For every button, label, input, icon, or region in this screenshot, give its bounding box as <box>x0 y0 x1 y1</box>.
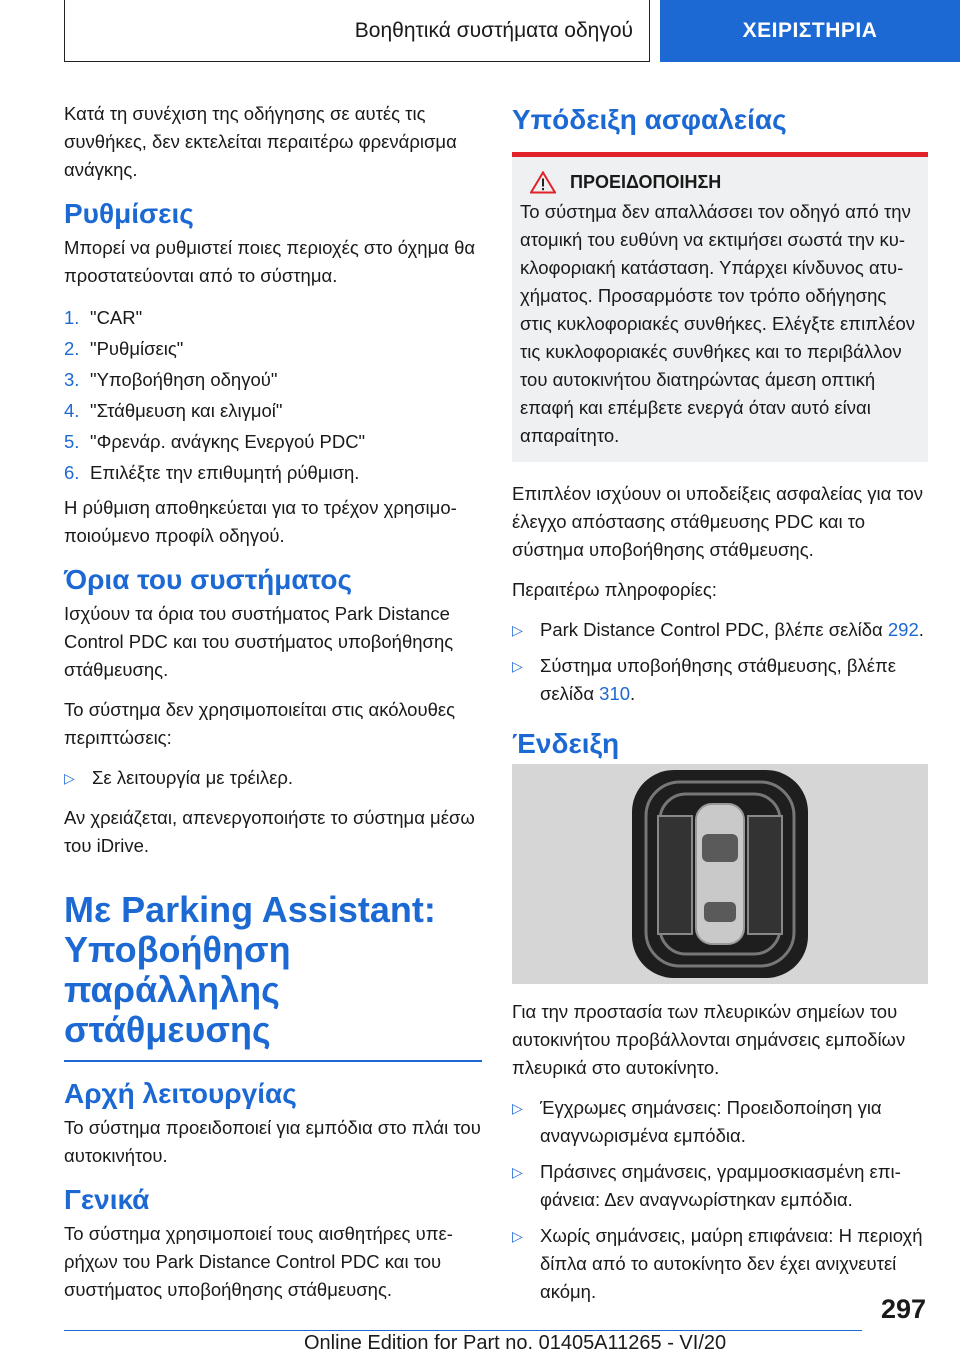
main-heading: Με Parking Assistant: Υποβοήθηση παράλληλης στάθμευσης <box>64 889 436 1050</box>
list-item: ▷ Σύστημα υποβοήθησης στάθμευσης, βλέπε σελίδα 310. <box>512 652 928 708</box>
edition-footer: Online Edition for Part no. 01405A11265 - VI/20 <box>304 1332 727 1354</box>
heading-divider <box>64 1060 482 1062</box>
page-link[interactable]: 310 <box>599 683 631 704</box>
limits-list <box>64 764 484 792</box>
principle-paragraph: Το σύστημα προειδοποιεί για εμπόδια στο πλάι του αυτοκινήτου. <box>64 1116 481 1166</box>
warning-triangle-icon <box>530 171 556 194</box>
list-item: 5. "Φρενάρ. ανάγκης Ενεργού PDC" <box>64 431 366 452</box>
list-item: ▷ Χωρίς σημάνσεις, μαύρη επιφάνεια: Η περιοχή δίπλα από το αυτοκίνητο δεν έχει ανιχνευτεί ακόμη. <box>512 1222 928 1306</box>
safety-heading: Υπόδειξη ασφαλείας <box>512 104 787 135</box>
triangle-bullet-icon: ▷ <box>512 1100 523 1116</box>
page-number: 297 <box>880 1294 926 1324</box>
left-column <box>64 100 484 1316</box>
list-item: 6. Επιλέξτε την επιθυμητή ρύθμιση. <box>64 462 360 483</box>
more-info-label: Περαιτέρω πληροφορίες: <box>512 579 717 600</box>
parking-display-image <box>512 764 928 984</box>
right-column <box>512 100 928 1318</box>
car-top-view-icon <box>512 764 928 984</box>
list-item: ▷ Σε λειτουργία με τρέιλερ. <box>64 764 484 792</box>
settings-steps <box>64 302 484 488</box>
triangle-bullet-icon: ▷ <box>512 1228 523 1244</box>
warning-box <box>512 157 928 462</box>
display-heading: Ένδειξη <box>512 728 620 759</box>
reference-list <box>512 616 928 708</box>
limits-heading: Όρια του συστήματος <box>64 564 353 595</box>
triangle-bullet-icon: ▷ <box>512 658 523 674</box>
settings-heading: Ρυθμίσεις <box>64 198 194 229</box>
intro-paragraph: Κατά τη συνέχιση της οδήγησης σε αυτές τις συνθήκες, δεν εκτελείται περαιτέρω φρενάρισμα ανάγκης. <box>64 103 457 180</box>
extra-paragraph: Επιπλέον ισχύουν οι υποδείξεις ασφαλείας για τον έλεγχο απόστασης στάθμευσης PDC και το σύστημα υποβοήθησης στάθμευσης. <box>512 483 924 560</box>
warning-text: Το σύστημα δεν απαλλάσσει τον οδηγό από την ατομική του ευθύνη να εκτιμήσει σωστά την κυκλοφοριακή κατάσταση. Υπάρχει κίνδυνος ατυχήματος. Προσαρμόστε τον τρόπο οδήγησης στις κυκλοφοριακές συνθήκες. Ελέγξτε επιπλέον τις κυκλοφοριακές συνθήκες και το περιβάλλον του αυτοκινήτου διατηρώντας άμεση οπτική επαφή και επέμβετε ενεργά όταν αυτό είναι απαραίτητο. <box>520 201 915 446</box>
list-item: ▷ Πράσινες σημάνσεις, γραμμοσκιασμένη επιφάνεια: Δεν αναγνωρίστηκαν εμπόδια. <box>512 1158 928 1214</box>
warning-label: ΠΡΟΕΙΔΟΠΟΙΗΣΗ <box>570 172 722 192</box>
warning-header <box>520 171 920 194</box>
display-list <box>512 1094 928 1306</box>
page-link[interactable]: 292 <box>887 619 919 640</box>
section-title: ΧΕΙΡΙΣΤΗΡΙΑ <box>742 19 878 42</box>
list-item: 2. "Ρυθμίσεις" <box>64 338 184 359</box>
triangle-bullet-icon: ▷ <box>512 1164 523 1180</box>
limits-paragraph-2: Το σύστημα δεν χρησιμοποιείται στις ακόλουθες περιπτώσεις: <box>64 699 456 748</box>
list-item: ▷ Έγχρωμες σημάνσεις: Προειδοποίηση για αναγνωρισμένα εμπόδια. <box>512 1094 928 1150</box>
limits-paragraph-3: Αν χρειάζεται, απενεργοποιήστε το σύστημα μέσω του iDrive. <box>64 807 475 856</box>
triangle-bullet-icon: ▷ <box>64 770 75 786</box>
footer-divider <box>64 1330 862 1331</box>
settings-paragraph: Μπορεί να ρυθμιστεί ποιες περιοχές στο όχημα θα προστατεύονται από το σύστημα. <box>64 237 476 286</box>
list-item: 3. "Υποβοήθηση οδηγού" <box>64 369 278 390</box>
running-header <box>64 0 650 62</box>
triangle-bullet-icon: ▷ <box>512 622 523 638</box>
chapter-title: Βοηθητικά συστήματα οδηγού <box>354 18 633 42</box>
settings-after-paragraph: Η ρύθμιση αποθηκεύεται για το τρέχον χρησιμοποιούμενο προφίλ οδηγού. <box>64 497 457 546</box>
list-item: 1. "CAR" <box>64 307 143 328</box>
section-tab <box>660 0 960 62</box>
display-paragraph: Για την προστασία των πλευρικών σημείων του αυτοκινήτου προβάλλονται σημάνσεις εμποδίων πλευρικά στο αυτοκίνητο. <box>512 1001 906 1078</box>
general-paragraph: Το σύστημα χρησιμοποιεί τους αισθητήρες υπερήχων του Park Distance Control PDC και του συστήματος υποβοήθησης στάθμευσης. <box>64 1222 453 1300</box>
limits-paragraph-1: Ισχύουν τα όρια του συστήματος Park Distance Control PDC και του συστήματος υποβοήθησης στάθμευσης. <box>64 603 454 680</box>
list-item: 4. "Στάθμευση και ελιγμοί" <box>64 400 283 421</box>
list-item: ▷ Park Distance Control PDC, βλέπε σελίδα 292. <box>512 616 928 644</box>
general-heading: Γενικά <box>64 1183 150 1215</box>
principle-heading: Αρχή λειτουργίας <box>64 1077 297 1109</box>
